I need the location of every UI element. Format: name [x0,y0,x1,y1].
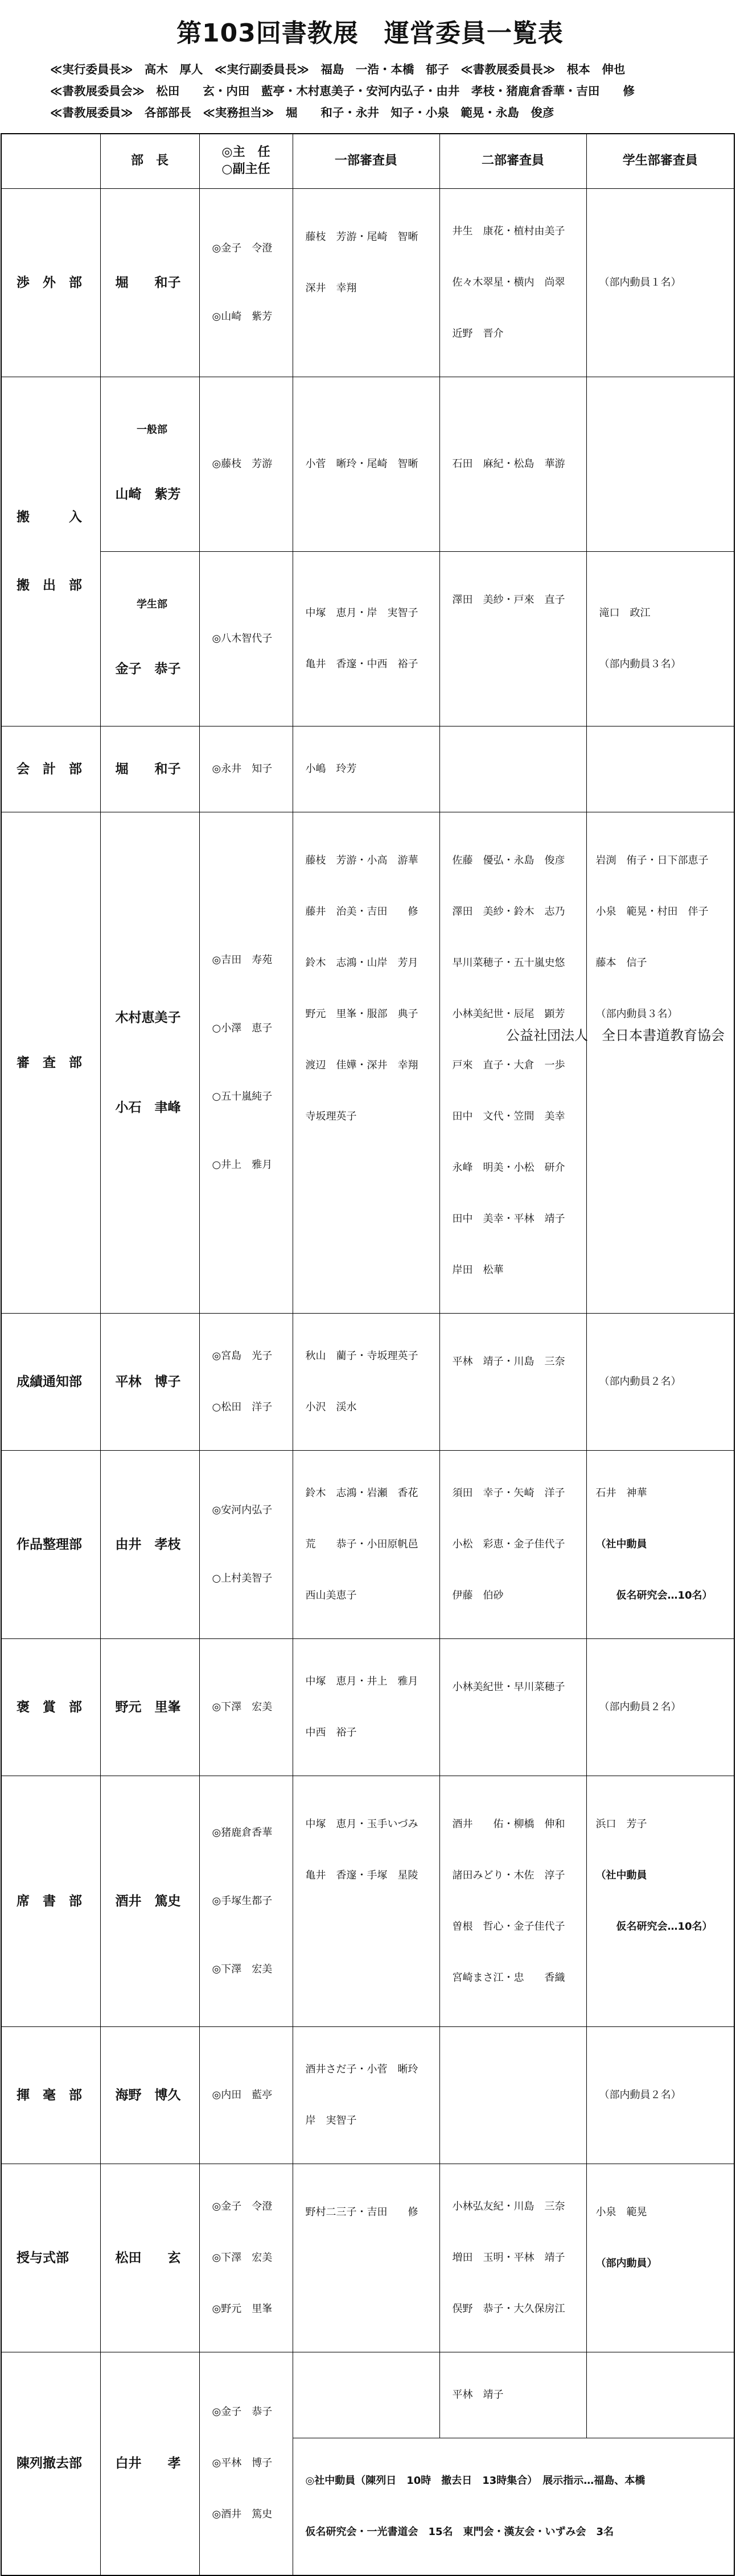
student-cell [586,1776,734,2026]
table-row [1,812,734,1313]
judge-name: 寺坂理英子 [305,1110,357,1122]
student-judge: 仮名研究会…10名） [606,1920,713,1933]
lead-name: ◎猪鹿倉香華 [212,1826,273,1839]
lead-name: ◎八木智代子 [212,632,273,645]
lead-cell [199,1638,293,1776]
lead-cell [199,1776,293,2026]
judge1-cell [293,1450,439,1638]
judge2-cell [439,812,586,1313]
lead-cell [199,188,293,377]
lead-name: ◎金子 恭子 [212,2406,273,2418]
judge-name: 永峰 明美・小松 研介 [452,1161,565,1174]
note-line: ◎社中動員（陳列日 10時 撤去日 13時集合） 展示指示…福島、本橋 [305,2474,646,2487]
judge-name: 澤田 美紗・鈴木 志乃 [452,905,565,918]
header-line-staff: ≪書教展委員≫ 各部部長 ≪実務担当≫ 堀 和子・永井 知子・小泉 範晃・永島 俊彦 [50,106,554,119]
lead-name: ◎吉田 寿苑 [212,953,273,966]
header-dept-cell [1,134,100,188]
lead-name: ◎野元 里峯 [212,2302,273,2315]
dept-head-name: 山崎 紫芳 [115,486,181,502]
judge-name: 荒 恭子・小田原帆邑 [305,1538,418,1550]
table-row [1,1638,734,1776]
table-row [1,2164,734,2352]
judge2-cell [439,1450,586,1638]
dept-head: 由井 孝枝 [100,1450,199,1638]
judge-name: 平林 靖子 [452,2388,504,2401]
table-row [1,1776,734,2026]
judge-name: 藤井 治美・吉田 修 [305,905,418,918]
student-judge: 小泉 範晃・村田 伴子 [595,905,709,918]
page-title: 第103回書教展 運営委員一覧表 [176,19,564,48]
table-row [1,551,734,726]
judge1-cell [293,1776,439,2026]
judge1-cell [293,551,439,726]
dept-name-line: 搬 出 部 [17,578,82,593]
dept-head: 平林 博子 [100,1313,199,1450]
judge-name: 俣野 恭子・大久保房江 [452,2302,565,2315]
header-lead [199,134,293,188]
judge-name: 岸 実智子 [305,2114,357,2127]
judge-name: 中塚 恵月・玉手いづみ [305,1818,418,1830]
student-judge: 岩渕 侑子・日下部恵子 [595,854,709,866]
judge2-cell [439,551,586,726]
judge-name: 井生 康花・植村由美子 [452,225,565,237]
mobilization-note [293,2438,734,2575]
judge-name: 早川菜穂子・五十嵐史悠 [452,956,565,969]
dept-head: 堀 和子 [100,188,199,377]
judge-name: 鈴木 志鴻・山岸 芳月 [305,956,418,969]
lead-name: ◎金子 令澄 [212,242,273,254]
lead-name: ◎金子 令澄 [212,2200,273,2212]
judge-name: 増田 玉明・平林 靖子 [452,2251,565,2264]
dept-head: 白井 孝 [100,2352,199,2575]
student-cell [586,377,734,551]
dept-name: 陳列撤去部 [1,2352,100,2575]
table-row [1,377,734,551]
dept-head-name: 小石 聿峰 [115,1100,181,1115]
lead-name: ◎下澤 宏美 [212,1700,273,1713]
table-row [1,2026,734,2164]
sub-division-label: 学生部 [137,598,167,610]
lead-cell [199,1313,293,1450]
student-judge: （社中動員 [595,1869,647,1881]
student-judge: （部内動員２名） [599,1375,681,1388]
student-judge: （部内動員１名） [599,276,681,288]
dept-name: 席 書 部 [1,1776,100,2026]
judge2-cell [439,2164,586,2352]
student-judge: （部内動員２名） [599,2088,681,2101]
judge2-cell [439,726,586,812]
lead-cell [199,2026,293,2164]
judge1-cell [293,2026,439,2164]
note-line: 仮名研究会・一光書道会 15名 東門会・漢友会・いずみ会 3名 [305,2525,614,2538]
judge1-cell [293,812,439,1313]
table-row [1,726,734,812]
dept-head-name: 木村恵美子 [115,1010,181,1025]
judge-name: 中西 裕子 [305,1726,357,1739]
lead-name: ◎安河内弘子 [212,1504,273,1516]
lead-name: ◎藤枝 芳游 [212,457,273,470]
table-header-row [1,134,734,188]
dept-name [1,377,100,726]
judge-name: 藤枝 芳游・小高 游華 [305,854,418,866]
judge-name: 岸田 松華 [452,1264,504,1276]
student-cell [586,2026,734,2164]
judge-name: 須田 幸子・矢崎 洋子 [452,1487,565,1499]
lead-name: ◎内田 藍亭 [212,2088,273,2101]
student-cell [586,551,734,726]
judge-name: 佐藤 優弘・永島 俊彦 [452,854,565,866]
judge-name: 野村二三子・吉田 修 [305,2206,418,2218]
lead-cell [199,1450,293,1638]
judge1-cell [293,188,439,377]
dept-head: 堀 和子 [100,726,199,812]
organization-name: 公益社団法人 全日本書道教育協会 [506,1027,725,1043]
judge1-cell [293,2352,439,2438]
student-judge: （部内動員２名） [599,1700,681,1713]
lead-name: ◎酒井 篤史 [212,2508,273,2520]
lead-name: ◎手塚生都子 [212,1894,273,1907]
lead-name: ○井上 雅月 [212,1158,273,1171]
judge-name: 小菅 晰玲・尾崎 智晰 [305,457,418,470]
lead-cell [199,377,293,551]
dept-head [100,551,199,726]
lead-name: ◎永井 知子 [212,762,273,775]
judge-name: 亀井 香邃・手塚 星陵 [305,1869,418,1881]
judge2-cell [439,377,586,551]
header-line-officers: ≪実行委員長≫ 高木 厚人 ≪実行副委員長≫ 福島 一浩・本橋 郁子 ≪書教展委員長≫ 根本 伸也 [50,63,626,76]
judge-name: 藤枝 芳游・尾崎 智晰 [305,230,418,243]
student-cell [586,188,734,377]
judge1-cell [293,726,439,812]
judge-name: 亀井 香邃・中西 裕子 [305,658,418,670]
header-line-committee: ≪書教展委員会≫ 松田 玄・内田 藍亭・木村恵美子・安河内弘子・由井 孝枝・猪鹿倉香華・吉田 修 [50,84,635,98]
judge-name: 深井 幸翔 [305,282,357,294]
judge-name: 酒井さだ子・小菅 晰玲 [305,2063,418,2075]
student-cell [586,1313,734,1450]
dept-name: 渉 外 部 [1,188,100,377]
student-judge: 浜口 芳子 [595,1818,647,1830]
student-cell [586,1450,734,1638]
judge-name: 曽根 哲心・金子佳代子 [452,1920,565,1933]
dept-head: 松田 玄 [100,2164,199,2352]
student-cell [586,2352,734,2438]
dept-head [100,812,199,1313]
judge-name: 澤田 美紗・戸來 直子 [452,593,565,606]
dept-head: 野元 里峯 [100,1638,199,1776]
judge2-cell [439,2026,586,2164]
lead-name: ○五十嵐純子 [212,1090,273,1103]
dept-head-name: 金子 恭子 [115,661,181,676]
judge-name: 渡辺 佳嬅・深井 幸翔 [305,1059,418,1071]
student-judge: （社中動員 [595,1538,647,1550]
judge-name: 平林 靖子・川島 三奈 [452,1355,565,1368]
sub-division-label: 一般部 [137,423,167,436]
student-judge: （部内動員３名） [599,658,681,670]
student-judge: 仮名研究会…10名） [606,1589,713,1601]
dept-head: 海野 博久 [100,2026,199,2164]
judge-name: 秋山 藺子・寺坂理英子 [305,1349,418,1362]
judge2-cell [439,2352,586,2438]
dept-name: 審 査 部 [1,812,100,1313]
judge-name: 中塚 恵月・井上 雅月 [305,1675,418,1687]
lead-name: ◎下澤 宏美 [212,2251,273,2264]
lead-name: ○小澤 恵子 [212,1022,273,1034]
table-row [1,188,734,377]
student-judge: （部内動員） [595,2257,657,2269]
judge-name: 伊藤 伯砂 [452,1589,504,1601]
judge-name: 酒井 佑・柳橋 伸和 [452,1818,565,1830]
dept-name-line: 搬 入 [17,510,82,525]
judge-name: 田中 美幸・平林 靖子 [452,1212,565,1225]
header-head: 部 長 [100,134,199,188]
header-judge2: 二部審査員 [439,134,586,188]
judge2-cell [439,1638,586,1776]
lead-name: ◎平林 博子 [212,2457,273,2469]
judge1-cell [293,1313,439,1450]
judge1-cell [293,377,439,551]
judge-name: 小林美紀世・辰尾 顕芳 [452,1008,565,1020]
student-judge: （部内動員３名） [595,1008,678,1020]
judge2-cell [439,188,586,377]
judge-name: 佐々木翠星・横内 尚翠 [452,276,565,288]
judge-name: 田中 文代・笠間 美幸 [452,1110,565,1122]
lead-name: ◎宮島 光子 [212,1349,273,1362]
dept-head: 酒井 篤史 [100,1776,199,2026]
judge-name: 小沢 渓水 [305,1401,357,1413]
dept-name: 揮 毫 部 [1,2026,100,2164]
judge-name: 鈴木 志鴻・岩瀬 香花 [305,1487,418,1499]
judge-name: 小林弘友紀・川島 三奈 [452,2200,565,2212]
judge-name: 戸來 直子・大倉 一歩 [452,1059,565,1071]
dept-name: 授与式部 [1,2164,100,2352]
student-judge: 小泉 範晃 [595,2206,647,2218]
student-cell [586,812,734,1313]
judge-name: 小嶋 玲芳 [305,762,357,775]
judge-name: 小林美紀世・早川菜穂子 [452,1681,565,1693]
judge-name: 近野 晋介 [452,327,504,340]
student-judge: 藤本 信子 [595,956,647,969]
judge-name: 野元 里峯・服部 典子 [305,1008,418,1020]
judge-name: 小松 彩恵・金子佳代子 [452,1538,565,1550]
dept-name: 褒 賞 部 [1,1638,100,1776]
judge2-cell [439,1776,586,2026]
student-judge: 石井 神華 [595,1487,647,1499]
judge-name: 西山美恵子 [305,1589,357,1601]
header-judge1: 一部審査員 [293,134,439,188]
table-row [1,1313,734,1450]
table-row [1,1450,734,1638]
lead-name: ◎下澤 宏美 [212,1963,273,1975]
lead-name: ○松田 洋子 [212,1401,273,1413]
dept-head [100,377,199,551]
dept-name: 作品整理部 [1,1450,100,1638]
student-cell [586,726,734,812]
dept-name: 会 計 部 [1,726,100,812]
student-cell [586,1638,734,1776]
lead-cell [199,726,293,812]
judge-name: 宮崎まさ江・忠 香織 [452,1971,565,1984]
table-row [1,2352,734,2438]
judge-name: 諸田みどり・木佐 淳子 [452,1869,565,1881]
student-cell [586,2164,734,2352]
lead-cell [199,551,293,726]
judge-name: 石田 麻紀・松島 華游 [452,457,565,470]
judge1-cell [293,1638,439,1776]
committee-table [1,133,735,2576]
judge-name: 中塚 恵月・岸 実智子 [305,606,418,619]
lead-cell [199,812,293,1313]
header-lead-deputy: ○副主任 [221,162,270,177]
judge1-cell [293,2164,439,2352]
lead-cell [199,2352,293,2575]
lead-cell [199,2164,293,2352]
header-student: 学生部審査員 [586,134,734,188]
lead-name: ○上村美智子 [212,1572,273,1584]
lead-name: ◎山崎 紫芳 [212,310,273,323]
judge2-cell [439,1313,586,1450]
student-judge: 滝口 政江 [599,606,651,619]
dept-name: 成績通知部 [1,1313,100,1450]
header-lead-chief: ◎主 任 [221,145,270,160]
